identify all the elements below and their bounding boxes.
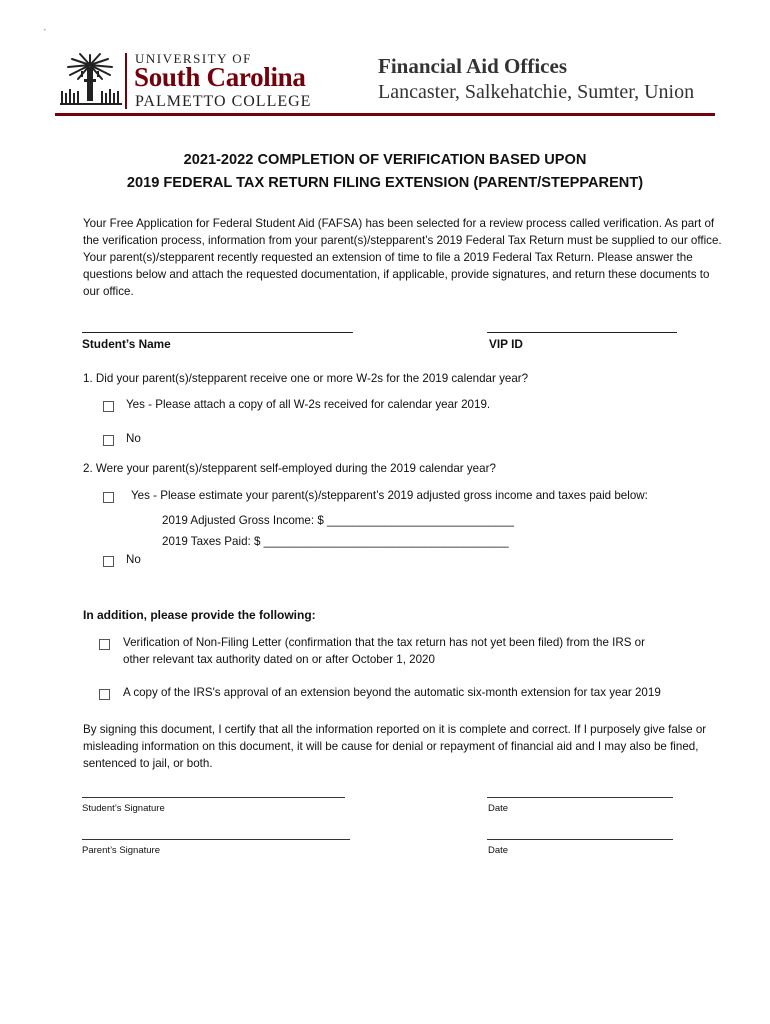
form-title-line1: 2021-2022 COMPLETION OF VERIFICATION BASED UPON: [183, 152, 587, 168]
office-heading: [378, 54, 694, 104]
form-title-line2: 2019 FEDERAL TAX RETURN FILING EXTENSION (PARENT/STEPPARENT): [126, 175, 644, 191]
header-rule: [55, 113, 715, 116]
palmetto-tree-icon: [60, 49, 122, 109]
usc-palmetto-logo: [60, 49, 330, 111]
vip-id-field[interactable]: [487, 332, 677, 333]
taxes-paid-field[interactable]: 2019 Taxes Paid: $ ______________________________________: [162, 535, 509, 548]
logo-divider: [125, 53, 127, 109]
q2-no-label: No: [126, 553, 141, 566]
parent-date-field[interactable]: [487, 839, 673, 840]
student-name-field[interactable]: [82, 332, 353, 333]
q1-yes-checkbox[interactable]: [103, 401, 114, 412]
logo-university-of: UNIVERSITY OF: [135, 51, 252, 66]
stray-mark: ’: [44, 28, 46, 37]
student-signature-field[interactable]: [82, 797, 345, 798]
logo-palmetto-college: PALMETTO COLLEGE: [135, 93, 312, 110]
parent-date-label: Date: [488, 845, 509, 856]
question-2: 2. Were your parent(s)/stepparent self-employed during the 2019 calendar year?: [83, 462, 496, 475]
q1-no-checkbox[interactable]: [103, 435, 114, 446]
agi-field[interactable]: 2019 Adjusted Gross Income: $ _____________________________: [162, 514, 514, 527]
non-filing-label-line2: other relevant tax authority dated on or after October 1, 2020: [123, 653, 435, 666]
addition-heading: In addition, please provide the following:: [83, 608, 316, 622]
q1-no-label: No: [126, 432, 141, 445]
parent-signature-label: Parent’s Signature: [82, 845, 160, 856]
extension-approval-checkbox[interactable]: [99, 689, 110, 700]
student-date-field[interactable]: [487, 797, 673, 798]
student-date-label: Date: [488, 803, 509, 814]
q1-yes-label: Yes - Please attach a copy of all W-2s received for calendar year 2019.: [126, 398, 491, 411]
q2-yes-label: Yes - Please estimate your parent(s)/stepparent’s 2019 adjusted gross income and taxes paid below:: [131, 489, 648, 502]
q2-yes-checkbox[interactable]: [103, 492, 114, 503]
student-signature-label: Student’s Signature: [82, 803, 165, 814]
vip-id-label: VIP ID: [489, 337, 523, 351]
parent-signature-field[interactable]: [82, 839, 350, 840]
intro-paragraph: Your Free Application for Federal Student Aid (FAFSA) has been selected for a review process called verification. As part of the verification process, information from your parent(s)/stepparent’s 2019 Federal Tax Return must be supplied to our office. Your parent(s)/stepparent recently requested an extension of time to file a 2019 Federal Tax Return. Please answer the questions below and attach the requested documentation, if applicable, provide signatures, and return these documents to our office.: [83, 217, 722, 298]
certification-paragraph: By signing this document, I certify that all the information reported on it is complete and correct. If I purposely give false or misleading information on this document, it will be cause for denial or repayment of financial aid and I may also be fined, sentenced to jail, or both.: [83, 723, 707, 770]
non-filing-label-line1: Verification of Non-Filing Letter (confirmation that the tax return has not yet been filed) from the IRS or: [123, 636, 645, 649]
q2-no-checkbox[interactable]: [103, 556, 114, 567]
student-name-label: Student’s Name: [82, 337, 171, 351]
office-campuses: Lancaster, Salkehatchie, Sumter, Union: [378, 81, 695, 103]
logo-south-carolina: South Carolina: [134, 62, 306, 92]
non-filing-checkbox[interactable]: [99, 639, 110, 650]
extension-approval-label: A copy of the IRS's approval of an extension beyond the automatic six-month extension for tax year 2019: [123, 686, 661, 699]
question-1: 1. Did your parent(s)/stepparent receive one or more W-2s for the 2019 calendar year?: [83, 372, 529, 385]
office-title: Financial Aid Offices: [378, 54, 567, 78]
